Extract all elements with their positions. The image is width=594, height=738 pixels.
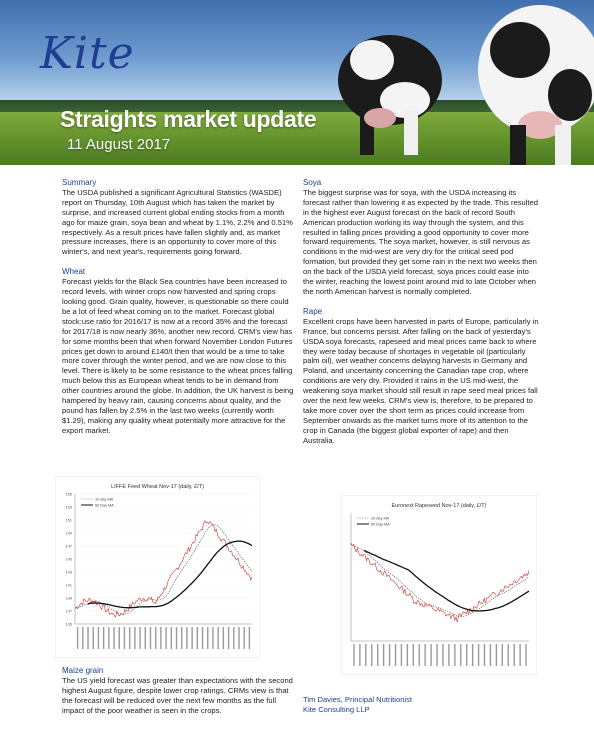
x-tick-label xyxy=(249,627,250,649)
wheat-heading: Wheat xyxy=(62,267,86,277)
header-banner xyxy=(0,0,594,165)
wheat-chart xyxy=(55,476,260,658)
x-tick-label xyxy=(353,644,354,666)
x-tick-label xyxy=(77,627,78,649)
chart-title: LIFFE Feed Wheat Nov-17 (daily, £/T) xyxy=(111,484,204,490)
legend-label: 50 Day MA xyxy=(95,503,114,508)
kite-logo: Kite xyxy=(40,28,135,79)
x-tick-label xyxy=(365,644,366,666)
summary-body: The USDA published a significant Agricultural Statistics (WASDE) report on Thursday, 10th August which has taken the market by surprise, and increased current global ending stocks from a month ago for maize grain, soya bean and wheat by 1.1%, 2.2% and 0.51% respectively. As a result prices have fallen slightly and, as market pressure increases, there is an opportunity to cover more of this winter's, and next year's, requirements going forward. xyxy=(62,187,293,257)
y-tick-label: 143 xyxy=(65,570,72,575)
x-tick-label xyxy=(223,627,224,649)
x-tick-label xyxy=(478,644,479,666)
x-tick-label xyxy=(176,627,177,649)
x-tick-label xyxy=(119,627,120,649)
x-tick-label xyxy=(383,644,384,666)
x-tick-label xyxy=(454,644,455,666)
x-tick-label xyxy=(217,627,218,649)
maize-section xyxy=(62,666,294,726)
x-tick-label xyxy=(186,627,187,649)
right-column xyxy=(303,178,541,456)
rapeseed-chart-svg xyxy=(341,495,537,675)
y-tick-label: 139 xyxy=(65,596,72,601)
x-tick-label xyxy=(160,627,161,649)
x-tick-label xyxy=(424,644,425,666)
x-tick-label xyxy=(165,627,166,649)
x-tick-label xyxy=(525,644,526,666)
x-tick-label xyxy=(460,644,461,666)
x-tick-label xyxy=(490,644,491,666)
x-tick-label xyxy=(401,644,402,666)
x-tick-label xyxy=(139,627,140,649)
signature-company: Kite Consulting LLP xyxy=(303,705,370,714)
y-tick-label: 151 xyxy=(65,518,72,523)
legend-label: 10 day MA xyxy=(371,516,390,521)
x-tick-label xyxy=(407,644,408,666)
x-tick-label xyxy=(197,627,198,649)
x-tick-label xyxy=(150,627,151,649)
y-tick-label: 135 xyxy=(65,622,72,627)
x-tick-label xyxy=(103,627,104,649)
x-tick-label xyxy=(145,627,146,649)
x-tick-label xyxy=(513,644,514,666)
y-tick-label: 141 xyxy=(65,583,72,588)
x-tick-label xyxy=(87,627,88,649)
x-tick-label xyxy=(134,627,135,649)
legend-label: 50 Day MA xyxy=(371,522,390,527)
y-tick-label: 149 xyxy=(65,531,72,536)
x-tick-label xyxy=(93,627,94,649)
y-tick-label: 147 xyxy=(65,544,72,549)
x-tick-label xyxy=(472,644,473,666)
x-tick-label xyxy=(108,627,109,649)
rape-heading: Rape xyxy=(303,306,323,316)
x-tick-label xyxy=(129,627,130,649)
x-tick-label xyxy=(233,627,234,649)
chart-title: Euronext Rapeseed Nov-17 (daily, £/T) xyxy=(391,503,487,509)
page-date: 11 August 2017 xyxy=(67,136,171,153)
x-tick-label xyxy=(496,644,497,666)
x-tick-label xyxy=(238,627,239,649)
x-tick-label xyxy=(228,627,229,649)
x-tick-label xyxy=(82,627,83,649)
x-tick-label xyxy=(377,644,378,666)
y-tick-label: 153 xyxy=(65,505,72,510)
x-tick-label xyxy=(430,644,431,666)
wheat-body: Forecast yields for the Black Sea countries have been increased to record levels, with winter crops now harvested and spring crops looking good. Grain quality, however, is questionable so there could be a lot of feed wheat coming on to the market. Forecast global stock:use ratio for 2016/17 is now at a record 35% and the forecast for 2017/18 is now nearly 36%, another new record. CRM's view has for some months been that when forward November London Futures prices get down to around £140/t then that would be a time to take more cover through the winter period, and we are now close to this level. There is likely to be some resistance to the wheat prices falling much below this as European wheat tends to be in demand from other countries around the globe. In addition, the UK harvest is being hampered by heavy rain, causing concerns about quality, and the pound has fallen by 2.5% in the last two weeks (currently worth $1.29), making any quality wheat potentially more attractive for the export market. xyxy=(62,277,294,435)
x-tick-label xyxy=(436,644,437,666)
x-tick-label xyxy=(419,644,420,666)
maize-body: The US yield forecast was greater than expectations with the second highest August figure, despite lower crop ratings. CRMs view is that the forecast will be reduced over the next few months as the full impact of the poor weather is seen in the crops. xyxy=(62,675,293,715)
cow-left-icon xyxy=(338,35,442,155)
x-tick-label xyxy=(171,627,172,649)
x-tick-label xyxy=(113,627,114,649)
cow-right-icon xyxy=(478,5,594,165)
x-tick-label xyxy=(466,644,467,666)
x-tick-label xyxy=(389,644,390,666)
legend-label: 10 day MA xyxy=(95,497,114,502)
x-tick-label xyxy=(207,627,208,649)
x-tick-label xyxy=(155,627,156,649)
x-tick-label xyxy=(124,627,125,649)
x-tick-label xyxy=(519,644,520,666)
x-tick-label xyxy=(448,644,449,666)
summary-heading: Summary xyxy=(62,178,97,187)
x-tick-label xyxy=(202,627,203,649)
rape-body: Excellent crops have been harvested in parts of Europe, particularly in France, but concerns persist. After falling on the back of yesterday's USDA soya forecasts, rapeseed and meal prices came back to where they were today because of shortages in vegetable oil (particularly palm oil), wet weather concerns delaying harvests in Germany and Poland, and uncertainty concerning the Canadian rape crop, where conditions are very dry. Provided it rains in the US mid-west, the weakening soya market should still result in rape seed meal prices fall over the next few weeks. CRM's view is, therefore, to be prepared to take more cover over the short term as prices could increase from September onwards as the market turns more of its attention to the crop in Canada (the biggest global exporter of rape) and then Australia. xyxy=(303,316,539,445)
signature-name: Tim Davies, Principal Nutritionist xyxy=(303,695,413,704)
x-tick-label xyxy=(181,627,182,649)
x-tick-label xyxy=(413,644,414,666)
x-tick-label xyxy=(502,644,503,666)
x-tick-label xyxy=(191,627,192,649)
x-tick-label xyxy=(371,644,372,666)
x-tick-label xyxy=(98,627,99,649)
rapeseed-chart xyxy=(341,495,537,675)
wheat-chart-svg xyxy=(55,476,260,658)
y-tick-label: 137 xyxy=(65,609,72,614)
soya-body: The biggest surprise was for soya, with the USDA increasing its forecast rather than lowering it as expected by the trade. This resulted in the highest ever August forecast on the back of record South American production working its way through the system, and this resulted in falling prices providing a good opportunity to cover more forward requirements. The soya market, however, is still nervous as conditions in the mid-west are very dry for the critical seed pod formation, but provided they get some rain in the next two weeks then on the back of the USDA yield forecast, soya prices could ease into the winter, reaching the lowest point around mid to late October when the north American harvest is normally completed. xyxy=(303,187,538,296)
x-tick-label xyxy=(442,644,443,666)
y-tick-label: 145 xyxy=(65,557,72,562)
x-tick-label xyxy=(243,627,244,649)
x-tick-label xyxy=(395,644,396,666)
maize-heading: Maize grain xyxy=(62,666,104,675)
left-column xyxy=(62,178,294,446)
y-tick-label: 155 xyxy=(65,492,72,497)
soya-heading: Soya xyxy=(303,178,322,187)
page-title: Straights market update xyxy=(60,106,317,132)
x-tick-label xyxy=(508,644,509,666)
signature xyxy=(303,695,412,715)
x-tick-label xyxy=(212,627,213,649)
x-tick-label xyxy=(484,644,485,666)
x-tick-label xyxy=(359,644,360,666)
